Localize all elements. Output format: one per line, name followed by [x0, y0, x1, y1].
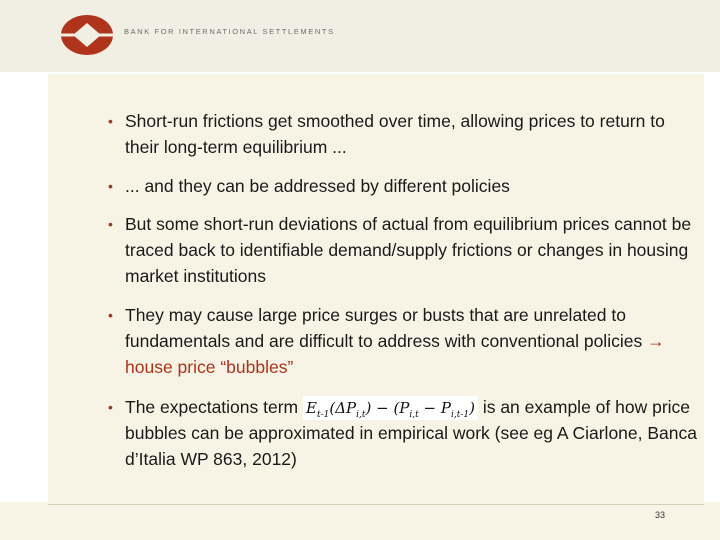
bullet-2: [108, 173, 698, 199]
bullet-dot: •: [108, 113, 113, 129]
bullet-5: [108, 394, 698, 472]
bullet-post-text: is an example of how price bubbles can be approximated in empirical work (see eg A Ciarlone, Banca d’Italia WP 863, 2012): [125, 397, 697, 470]
page-number: 33: [655, 510, 666, 520]
bullet-1: [108, 108, 698, 160]
bullet-4: [108, 302, 698, 380]
bullet-text: Short-run frictions get smoothed over time, allowing prices to return to their long-term equilibrium ...: [125, 111, 665, 157]
bullet-text: [108, 302, 698, 380]
bullet-text: But some short-run deviations of actual from equilibrium prices cannot be traced back to identifiable demand/supply frictions or changes in housing market institutions: [125, 214, 692, 286]
bullet-dot: •: [108, 216, 113, 232]
bullet-text: ... and they can be addressed by different policies: [125, 176, 510, 196]
bullet-main-text: They may cause large price surges or busts that are unrelated to fundamentals and are difficult to address with conventional policies: [125, 305, 643, 351]
bullet-dot: •: [108, 307, 113, 323]
footer-divider: [48, 504, 704, 505]
bullet-dot: •: [108, 399, 113, 415]
bullet-3: [108, 211, 698, 289]
bis-logo-icon: [60, 14, 114, 56]
bank-name: BANK FOR INTERNATIONAL SETTLEMENTS: [124, 27, 335, 36]
bullet-text: [108, 394, 698, 472]
header-band: [0, 0, 720, 72]
expectations-term-equation: $E_{t-1}(\Delta P_{i,t}) - (P_{i,t} - P_{i,t-1})$: [303, 396, 478, 420]
footer-bar: [0, 502, 720, 540]
bullet-pre-text: The expectations term: [125, 397, 299, 417]
house-price-bubbles-highlight: house price “bubbles”: [125, 357, 294, 377]
bullet-dot: •: [108, 178, 113, 194]
arrow-icon: →: [647, 331, 665, 351]
